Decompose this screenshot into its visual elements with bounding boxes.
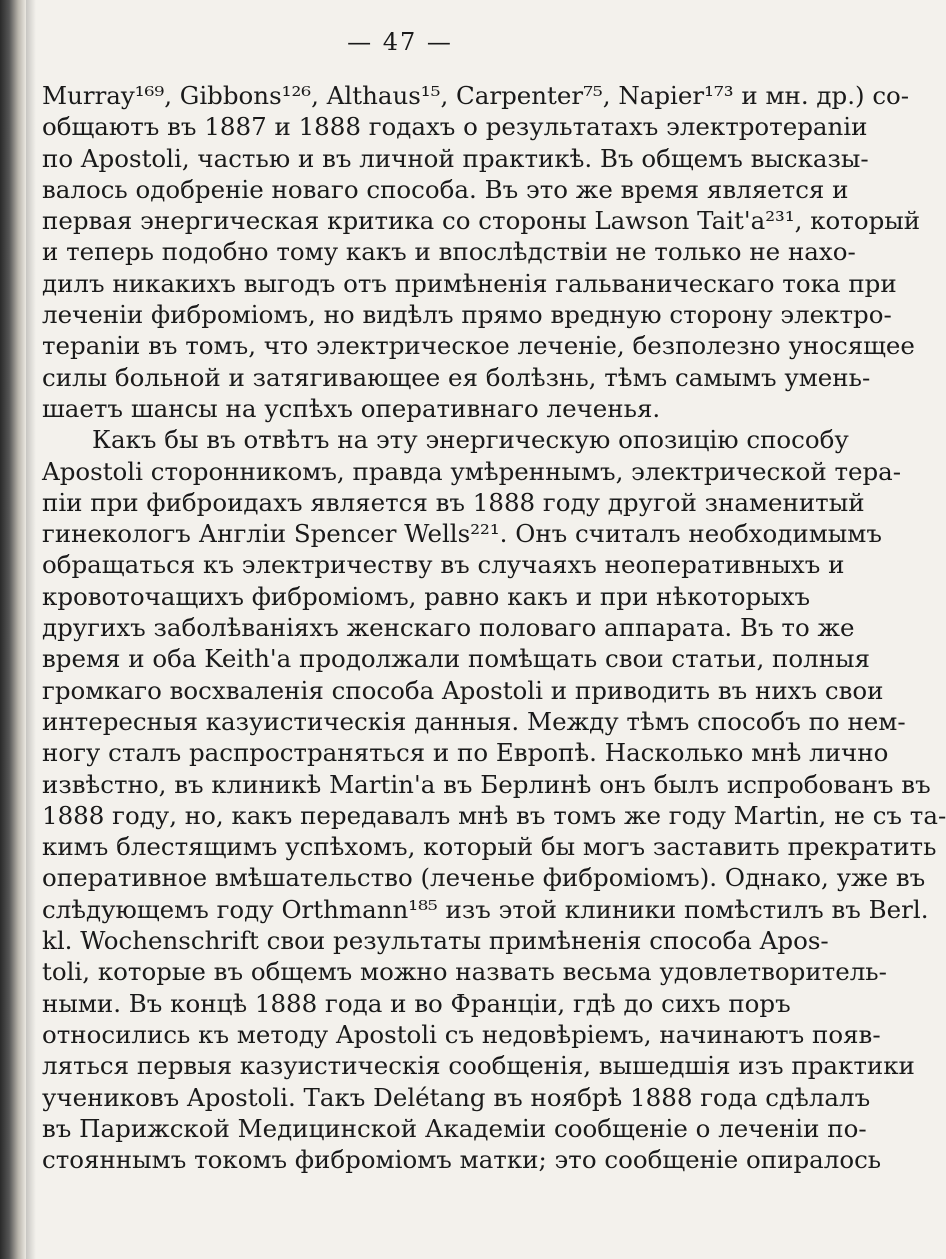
text-line: стояннымъ токомъ фибромiомъ матки; это сообщеніе опиралось (42, 1145, 882, 1175)
text-line: другихъ заболѣваніяхъ женскаго половаго аппарата. Въ то же (42, 613, 855, 643)
text-line: интересныя казуистическія данныя. Между тѣмъ способъ по нем- (42, 706, 906, 736)
text-line: kl. Woсhenschrift свои результаты примѣненія способа Apos- (42, 926, 829, 956)
text-line: относились къ методу Apostoli съ недовѣріемъ, начинаютъ появ- (42, 1019, 881, 1049)
text-line: первая энергическая критика со стороны Lawson Tait'а²³¹, который (42, 206, 921, 236)
text-line: піи при фиброидахъ является въ 1888 году другой знаменитый (42, 487, 865, 517)
text-line: обращаться къ электричеству въ случаяхъ неоперативныхъ и (42, 550, 845, 580)
text-line: Murray¹⁶⁹, Gibbons¹²⁶, Althaus¹⁵, Carpenter⁷⁵, Napier¹⁷³ и мн. др.) со- (42, 81, 910, 110)
text-line: слѣдующемъ году Orthmann¹⁸⁵ изъ этой клиники помѣстилъ въ Berl. (42, 894, 929, 924)
text-line: Apostoli сторонникомъ, правда умѣреннымъ, электрической тера- (42, 456, 902, 486)
text-line: и теперь подобно тому какъ и впослѣдствіи не только не нахо- (42, 237, 856, 267)
text-line: ногу сталъ распространяться и по Европѣ. Насколько мнѣ лично (42, 738, 889, 768)
text-line: кимъ блестящимъ успѣхомъ, который бы могъ заставить прекратить (42, 832, 937, 862)
text-line: время и оба Keith'а продолжали помѣщать свои статьи, полныя (42, 644, 870, 674)
text-line: общаютъ въ 1887 и 1888 годахъ о результатахъ электротераnіи (42, 112, 868, 142)
text-line: учениковъ Apostoli. Такъ Delétang въ ноябрѣ 1888 года сдѣлалъ (42, 1082, 871, 1112)
text-line: тераnіи въ томъ, что электрическое леченіе, безполезно уносящее (42, 331, 915, 361)
text-line: силы больной и затягивающее ея болѣзнь, тѣмъ самымъ умень- (42, 362, 871, 392)
text-line: гинекологъ Англіи Spencer Wells²²¹. Онъ считалъ необходимымъ (42, 519, 882, 549)
text-line: toli, которые въ общемъ можно назвать весьма удовлетворитель- (42, 957, 887, 987)
text-line: ными. Въ концѣ 1888 года и во Франціи, гдѣ до сихъ поръ (42, 988, 791, 1018)
gutter-shade (26, 0, 36, 1259)
body-text (42, 80, 946, 1175)
text-line: леченіи фибромiомъ, но видѣлъ прямо вредную сторону электро- (42, 300, 892, 330)
book-spine-shadow (0, 0, 26, 1259)
text-line: оперативное вмѣшательство (леченье фибромiомъ). Однако, уже въ (42, 863, 926, 893)
text-line: извѣстно, въ клиникѣ Martin'а въ Берлинѣ онъ былъ испробованъ въ (42, 769, 931, 799)
text-line: ляться первыя казуистическія сообщенія, вышедшія изъ практики (42, 1051, 915, 1081)
text-line: дилъ никакихъ выгодъ отъ примѣненія гальваническаго тока при (42, 268, 897, 298)
text-line: кровоточащихъ фибромiомъ, равно какъ и при нѣкоторыхъ (42, 581, 811, 611)
text-line: по Apostoli, частью и въ личной практикѣ. Въ общемъ высказы- (42, 143, 869, 173)
text-line: валось одобреніе новаго способа. Въ это же время является и (42, 174, 849, 204)
paragraph-start-line: Какъ бы въ отвѣтъ на эту энергическую опозицію способу (92, 425, 849, 455)
paragraph-end-line: шаетъ шансы на успѣхъ оперативнаго леченья. (42, 393, 661, 423)
page-number: — 47 — (347, 28, 453, 56)
text-line: громкаго восхваленія способа Apostoli и приводить въ нихъ свои (42, 675, 884, 705)
text-line: 1888 году, но, какъ передавалъ мнѣ въ томъ же году Martin, не съ та- (42, 800, 946, 830)
text-line: въ Парижской Медицинской Академіи сообщеніе о леченіи по- (42, 1113, 867, 1143)
